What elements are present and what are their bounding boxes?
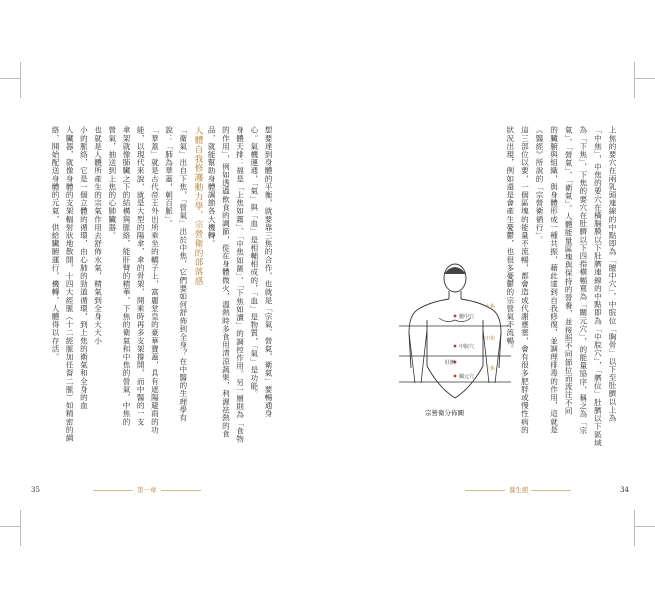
figure-label: 肚臍 — [445, 360, 456, 366]
crop-mark — [20, 510, 21, 546]
figure-label: 下焦 — [485, 366, 496, 372]
running-head-left: 第一章 — [137, 486, 157, 494]
crop-mark — [0, 78, 20, 79]
crop-mark — [634, 62, 635, 98]
footer-rule — [93, 490, 133, 491]
footer-rule — [161, 490, 201, 491]
text-column: 也就是人體所產生的宗氣作用去舒佈水氣，精氣到全身大大小 — [93, 126, 103, 345]
body-figure-illustration — [399, 258, 511, 403]
text-column: 小的脈絡，它是一個立體的循環，由心肺的勁道循環，到上焦的衛氣和全身的血 — [79, 126, 89, 410]
text-column: 「華蓋」就是古代帝王外出所乘坐的轎子上，富麗堂皇的豪華寶蓋，具有遮陽避雨的功 — [150, 126, 160, 434]
page-number-left: 35 — [31, 486, 40, 494]
text-column: 為「下焦」，下焦的要穴在肚臍以下四指橫幅寬為「關元穴」，的能量協序，稱之為「宗 — [578, 126, 588, 435]
figure-caption: 宗營衛分佈圖 — [425, 409, 464, 417]
book-spread — [31, 108, 629, 494]
text-column: 《醫經》所說的「宗營衛循行」。 — [535, 126, 544, 244]
crop-mark — [20, 62, 21, 98]
text-column: 能，以現代來說，就是大型的陽傘，傘的骨架，開乘時再多支架撐開，而中醫的一支 — [136, 126, 146, 426]
crop-mark — [634, 510, 635, 546]
crop-mark — [0, 526, 20, 527]
text-column: 這三部位以要，一個區塊的能量不流暢，都會造成代謝壅塞，會有很多肥胖或慢性病的 — [520, 126, 530, 434]
text-column: 狀況出現，例如還是會產生憂鬱，也很多憂鬱的宗營氣不流暢。 — [505, 126, 515, 353]
text-column: 絡，開始配送身體的元氣，供給臟腑運行，機轉，人體得以存活。 — [51, 126, 60, 361]
text-column: 品，就能幫助身體調節各大機轉。 — [207, 126, 217, 248]
left-page — [31, 108, 319, 494]
text-column: 傘架就像肺臟之下的結構與脈絡，能肝臂的精華，下焦的衛氣和中焦的營氣，中焦的 — [122, 126, 131, 426]
text-column: 上焦的要穴在兩乳頭連線的中點即為「膻中穴」，中脘位「胸骨」以下至肚臍以上為 — [608, 126, 617, 422]
footer-rule — [465, 490, 505, 491]
text-column: 氣」、「營氣」、「衛氣」。人體能量區塊與保持的營養，並接照不同節位而流注不同 — [564, 126, 574, 415]
footer-rule — [531, 490, 571, 491]
text-column: 想要達到身體的平衡，就要靠三焦的合作，也就是「宗氣、營氣、衛氣」要暢通身 — [264, 126, 273, 418]
right-page — [345, 108, 629, 494]
section-heading: 人體自我修護動力學，宗營衛的部落感 — [193, 126, 203, 286]
crop-mark — [635, 78, 655, 79]
text-column: 的作用」，例如透過飲食的調節，從在身體微火，溫熱時多食用清涼蔬果，利濕祛熱的食 — [221, 126, 231, 439]
page-number-right: 34 — [620, 486, 629, 494]
figure-label: 膻中穴 — [459, 314, 475, 320]
text-column: 的臟腑與組織，與身體形成一種共振，藉此達到自我修復，並調理排毒的作用，這就是 — [549, 126, 559, 434]
text-column: 營氣，抽送到上焦的心肺臟器。 — [107, 126, 117, 240]
text-column: 心。氣機運通，「氣」與「血」是相輔相成的，「血」是物質，「氣」是功能。 — [249, 126, 259, 399]
figure-label: 上焦 — [485, 304, 496, 310]
figure-label: 中脘穴 — [459, 344, 475, 350]
running-head-right: 養生館 — [509, 486, 529, 494]
crop-mark — [635, 526, 655, 527]
text-column: 身體天排：福是「上焦如霧」、「中焦如漚」、「下焦如瀆」的調控作用。另一層則為「食物 — [235, 126, 245, 443]
text-column: 人臟器，就像身體的支架輻射狀地散開，十四大經脈（十二經脈加任督二脈）如精密的網 — [65, 126, 75, 442]
text-column: 說：「肺為華蓋，朝百脈」。 — [164, 126, 174, 228]
figure-label: 中焦 — [485, 336, 496, 342]
text-column: 「衛氣」出自下焦，「營氣」出於中焦，它們要如何舒佈到全身？在中醫的生理學有 — [178, 126, 188, 422]
text-column: 「中焦」，中焦的要穴在橫膈膜以下肚臍連線的中點即為「中脘穴」，「臍位」肚臍以下區域 — [593, 126, 603, 447]
figure-label: 關元穴 — [459, 374, 475, 380]
